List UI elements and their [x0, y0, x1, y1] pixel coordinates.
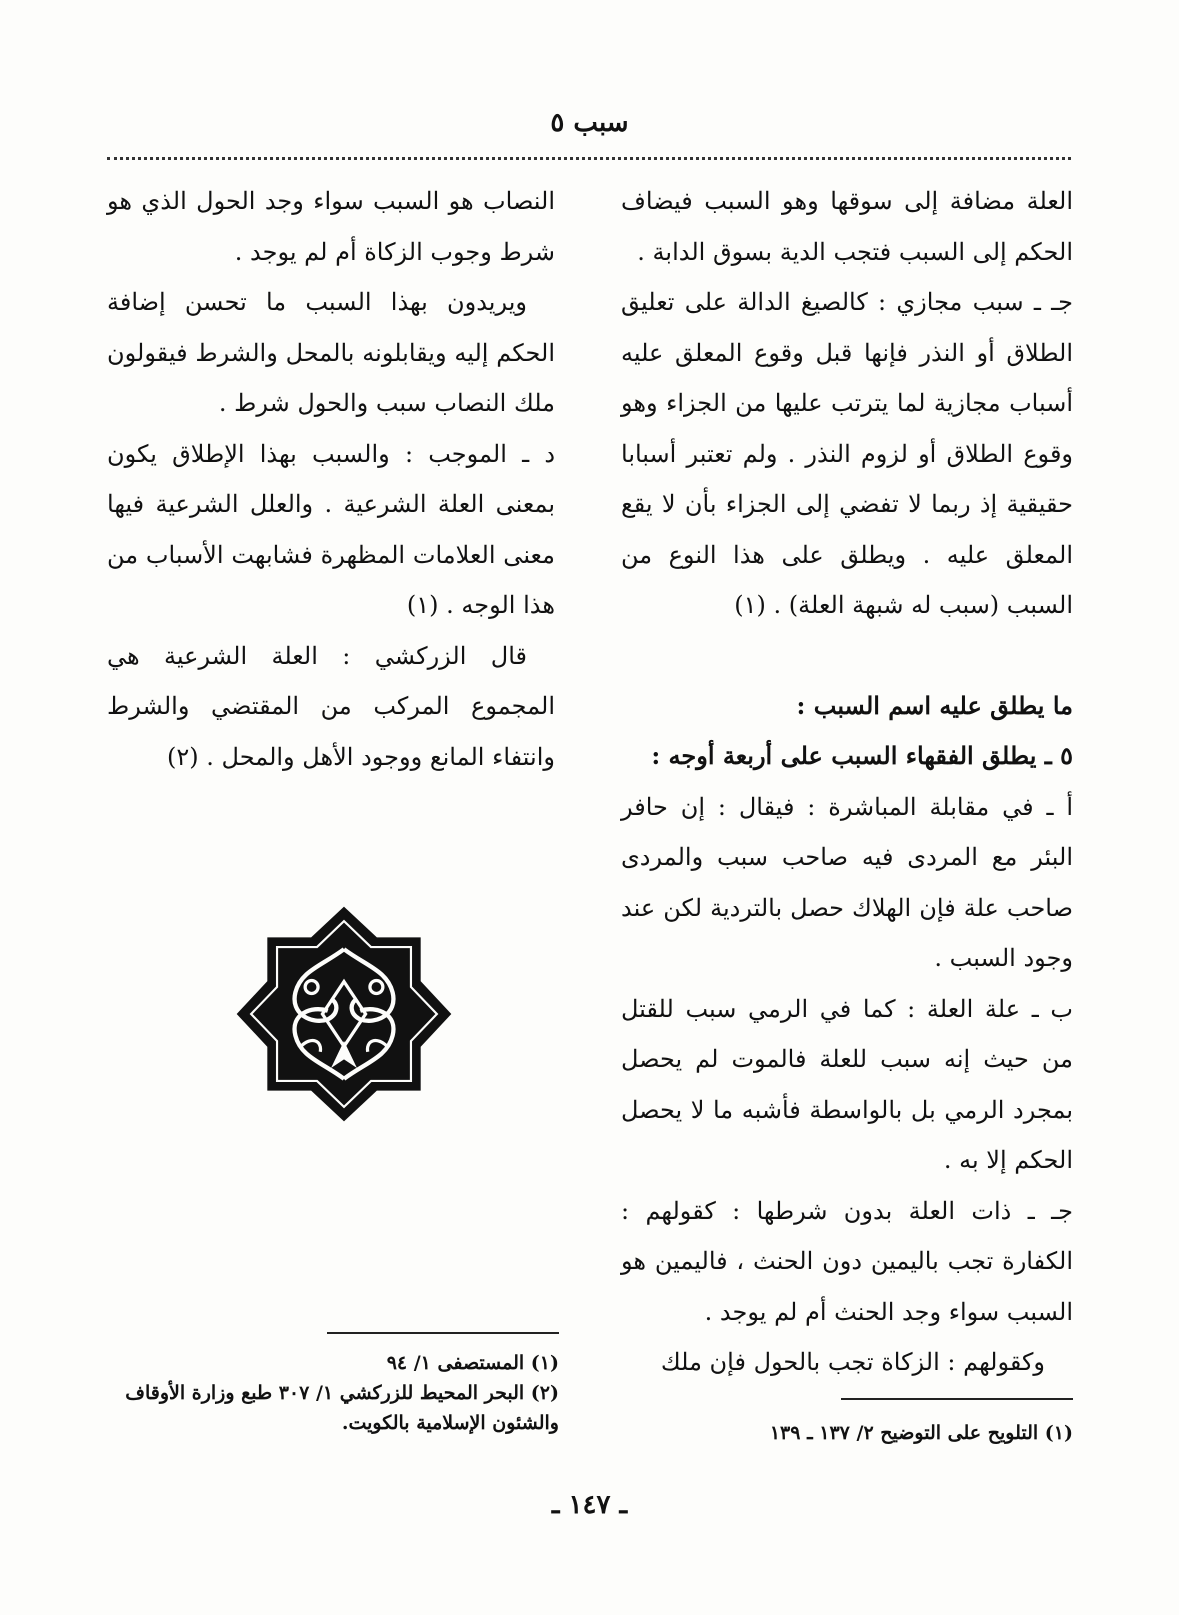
- footnote-rule: [841, 1398, 1073, 1400]
- footnote: (١) التلويح على التوضيح ٢/ ١٣٧ ـ ١٣٩: [769, 1422, 1073, 1444]
- paragraph: جـ ـ ذات العلة بدون شرطها : كقولهم : الكفارة تجب باليمين دون الحنث ، فاليمين هو السبب سواء وجد الحنث أم لم يوجد .: [621, 1196, 1073, 1326]
- paragraph: ويريدون بهذا السبب ما تحسن إضافة الحكم إليه ويقابلونه بالمحل والشرط فيقولون ملك النصاب سبب والحول شرط .: [107, 288, 555, 417]
- spacer: [621, 631, 1073, 681]
- page-number: ـ ١٤٧ ـ: [551, 1490, 628, 1520]
- section-heading: ما يطلق عليه اسم السبب :: [796, 690, 1073, 720]
- footnotes-right: [621, 1418, 1073, 1448]
- footnote: (٢) البحر المحيط للزركشي ١/ ٣٠٧ طبع وزارة الأوقاف والشئون الإسلامية بالكويت.: [125, 1382, 559, 1434]
- footnotes-left: [107, 1348, 559, 1438]
- footnote-rule: [327, 1332, 559, 1334]
- section-subheading: ٥ ـ يطلق الفقهاء السبب على أربعة أوجه :: [651, 741, 1073, 770]
- paragraph: د ـ الموجب : والسبب بهذا الإطلاق يكون بمعنى العلة الشرعية . والعلل الشرعية فيها معنى العلامات المظهرة فشابهت الأسباب من هذا الوجه . (١): [107, 439, 555, 619]
- footnote: (١) المستصفى ١/ ٩٤: [386, 1352, 559, 1374]
- header-dotted-rule: [107, 157, 1071, 160]
- right-column: [621, 176, 1073, 1388]
- paragraph: أ ـ في مقابلة المباشرة : فيقال : إن حافر البئر مع المردى فيه صاحب سبب والمردى صاحب علة فإن الهلاك حصل بالتردية لكن عند وجود السبب .: [621, 792, 1073, 972]
- paragraph: ب ـ علة العلة : كما في الرمي سبب للقتل من حيث إنه سبب للعلة فالموت لم يحصل بمجرد الرمي بل بالواسطة فأشبه ما لا يحصل الحكم إلا به .: [621, 994, 1073, 1174]
- paragraph: جـ ـ سبب مجازي : كالصيغ الدالة على تعليق الطلاق أو النذر فإنها قبل وقوع المعلق عليه أسباب مجازية لما يترتب عليها من الجزاء وهو وقوع الطلاق أو لزوم النذر . ولم تعتبر أسبابا حقيقية إذ ربما لا تفضي إلى الجزاء بأن لا يقع المعلق عليه . ويطلق على هذا النوع من السبب (سبب له شبهة العلة) . (١): [621, 288, 1073, 619]
- paragraph: العلة مضافة إلى سوقها وهو السبب فيضاف الحكم إلى السبب فتجب الدية بسوق الدابة .: [621, 187, 1073, 266]
- page-header: سبب ٥: [550, 108, 629, 138]
- paragraph: النصاب هو السبب سواء وجد الحول الذي هو شرط وجوب الزكاة أم لم يوجد .: [107, 187, 555, 266]
- paragraph: قال الزركشي : العلة الشرعية هي المجموع المركب من المقتضي والشرط وانتفاء المانع ووجود الأهل والمحل . (٢): [107, 641, 555, 771]
- left-column: [107, 176, 555, 782]
- islamic-star-ornament-icon: [236, 906, 452, 1122]
- paragraph: وكقولهم : الزكاة تجب بالحول فإن ملك: [660, 1348, 1045, 1376]
